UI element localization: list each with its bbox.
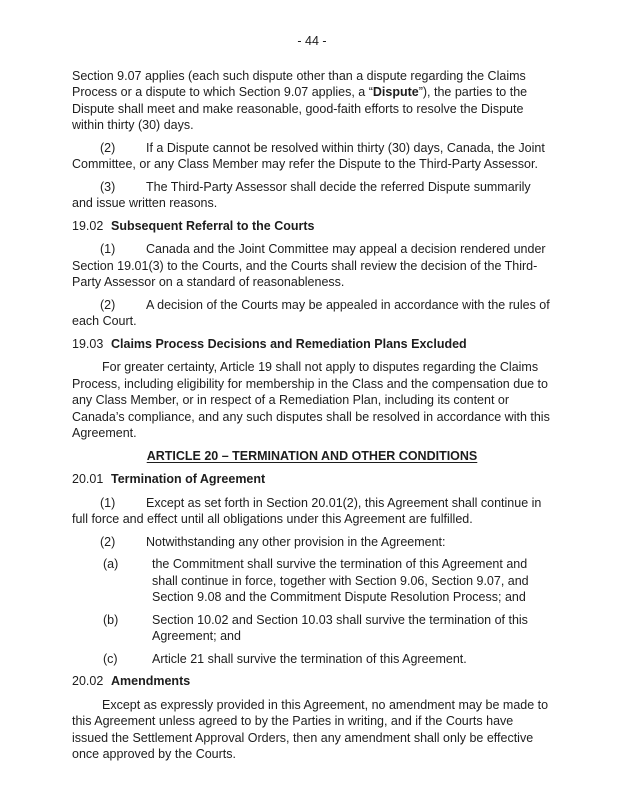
clause-text: If a Dispute cannot be resolved within thirty (30) days, Canada, the Joint Committee, or any Class Member may refer the Dispute to the Third-Party Assessor.: [72, 140, 545, 171]
clause-number: (1): [100, 242, 116, 256]
section-heading-19-03: [72, 336, 552, 353]
list-item-marker: (c): [103, 651, 118, 666]
section-number: 19.03: [72, 336, 104, 351]
paragraph-continuation: [72, 68, 552, 134]
section-heading-19-02: [72, 218, 552, 235]
section-number: 20.02: [72, 674, 104, 688]
clause-number: (2): [100, 297, 116, 312]
list-item-marker: (a): [103, 557, 119, 571]
clause-text: A decision of the Courts may be appealed in accordance with the rules of each Court.: [72, 297, 550, 328]
section-heading-20-01: [72, 471, 552, 488]
clause-20-01-1: [72, 495, 552, 528]
list-item-text: the Commitment shall survive the termination of this Agreement and shall continue in force, together with Section 9.06, Section 9.07, and Section 9.08 and the Commitment Dispute Resolution Process; and: [152, 557, 529, 604]
continuation-text-pre: Section 9.07 applies (each such dispute other than a dispute regarding the Claims Process or a dispute to which Section 9.07 applies, a “: [72, 68, 526, 99]
clause-19-01-2: [72, 140, 552, 173]
section-title: Amendments: [111, 674, 191, 688]
paragraph-19-03: For greater certainty, Article 19 shall not apply to disputes regarding the Claims Process, including eligibility for membership in the Class and the compensation due to any Class Member, or in respect of a Remediation Plan, including its content or Canada’s compliance, and any such disputes shall be resolved in accordance with this Agreement.: [72, 360, 550, 440]
article-20-heading: [72, 448, 552, 465]
paragraph-20-02: Except as expressly provided in this Agreement, no amendment may be made to this Agreement unless agreed to by the Parties in writing, and if the Courts have issued the Settlement Approval Orders, then any amendment shall only be effective once approved by the Courts.: [72, 697, 549, 761]
page-number: - 44 -: [297, 34, 327, 48]
section-number: 19.02: [72, 218, 104, 233]
continuation-text-post: ”), the parties to the Dispute shall meet and make reasonable, good-faith efforts to resolve the Dispute within thirty (30) days.: [72, 85, 528, 132]
list-item-c: [103, 651, 552, 668]
list-item-marker: (b): [103, 612, 119, 627]
list-item-text: Article 21 shall survive the termination of this Agreement.: [152, 651, 467, 666]
section-title: Claims Process Decisions and Remediation Plans Excluded: [111, 336, 467, 351]
section-title: Termination of Agreement: [111, 472, 266, 486]
list-item-text: Section 10.02 and Section 10.03 shall survive the termination of this Agreement; and: [152, 612, 528, 643]
clause-text: Except as set forth in Section 20.01(2), this Agreement shall continue in full force and effect until all obligations under this Agreement are fulfilled.: [72, 495, 542, 526]
clause-text: The Third-Party Assessor shall decide the referred Dispute summarily and issue written reasons.: [72, 179, 531, 210]
clause-20-01-2: [72, 534, 552, 551]
list-item-a: [103, 556, 552, 606]
list-item-b: [103, 612, 552, 645]
article-20-heading-text: ARTICLE 20 – TERMINATION AND OTHER CONDITIONS: [146, 448, 478, 463]
section-title: Subsequent Referral to the Courts: [111, 218, 315, 233]
clause-text: Notwithstanding any other provision in the Agreement:: [146, 534, 446, 549]
clause-text: Canada and the Joint Committee may appeal a decision rendered under Section 19.01(3) to the Courts, and the Courts shall review the decision of the Third-Party Assessor on a standard of reasonableness.: [72, 242, 546, 289]
clause-number: (3): [100, 179, 116, 194]
clause-number: (2): [100, 534, 116, 549]
clause-19-02-2: [72, 297, 552, 330]
clause-number: (2): [100, 140, 116, 155]
section-heading-20-02: [72, 673, 552, 690]
clause-19-02-1: [72, 241, 552, 291]
clause-19-01-3: [72, 179, 552, 212]
section-number: 20.01: [72, 472, 104, 486]
clause-number: (1): [100, 495, 116, 510]
defined-term-dispute: Dispute: [372, 85, 419, 99]
